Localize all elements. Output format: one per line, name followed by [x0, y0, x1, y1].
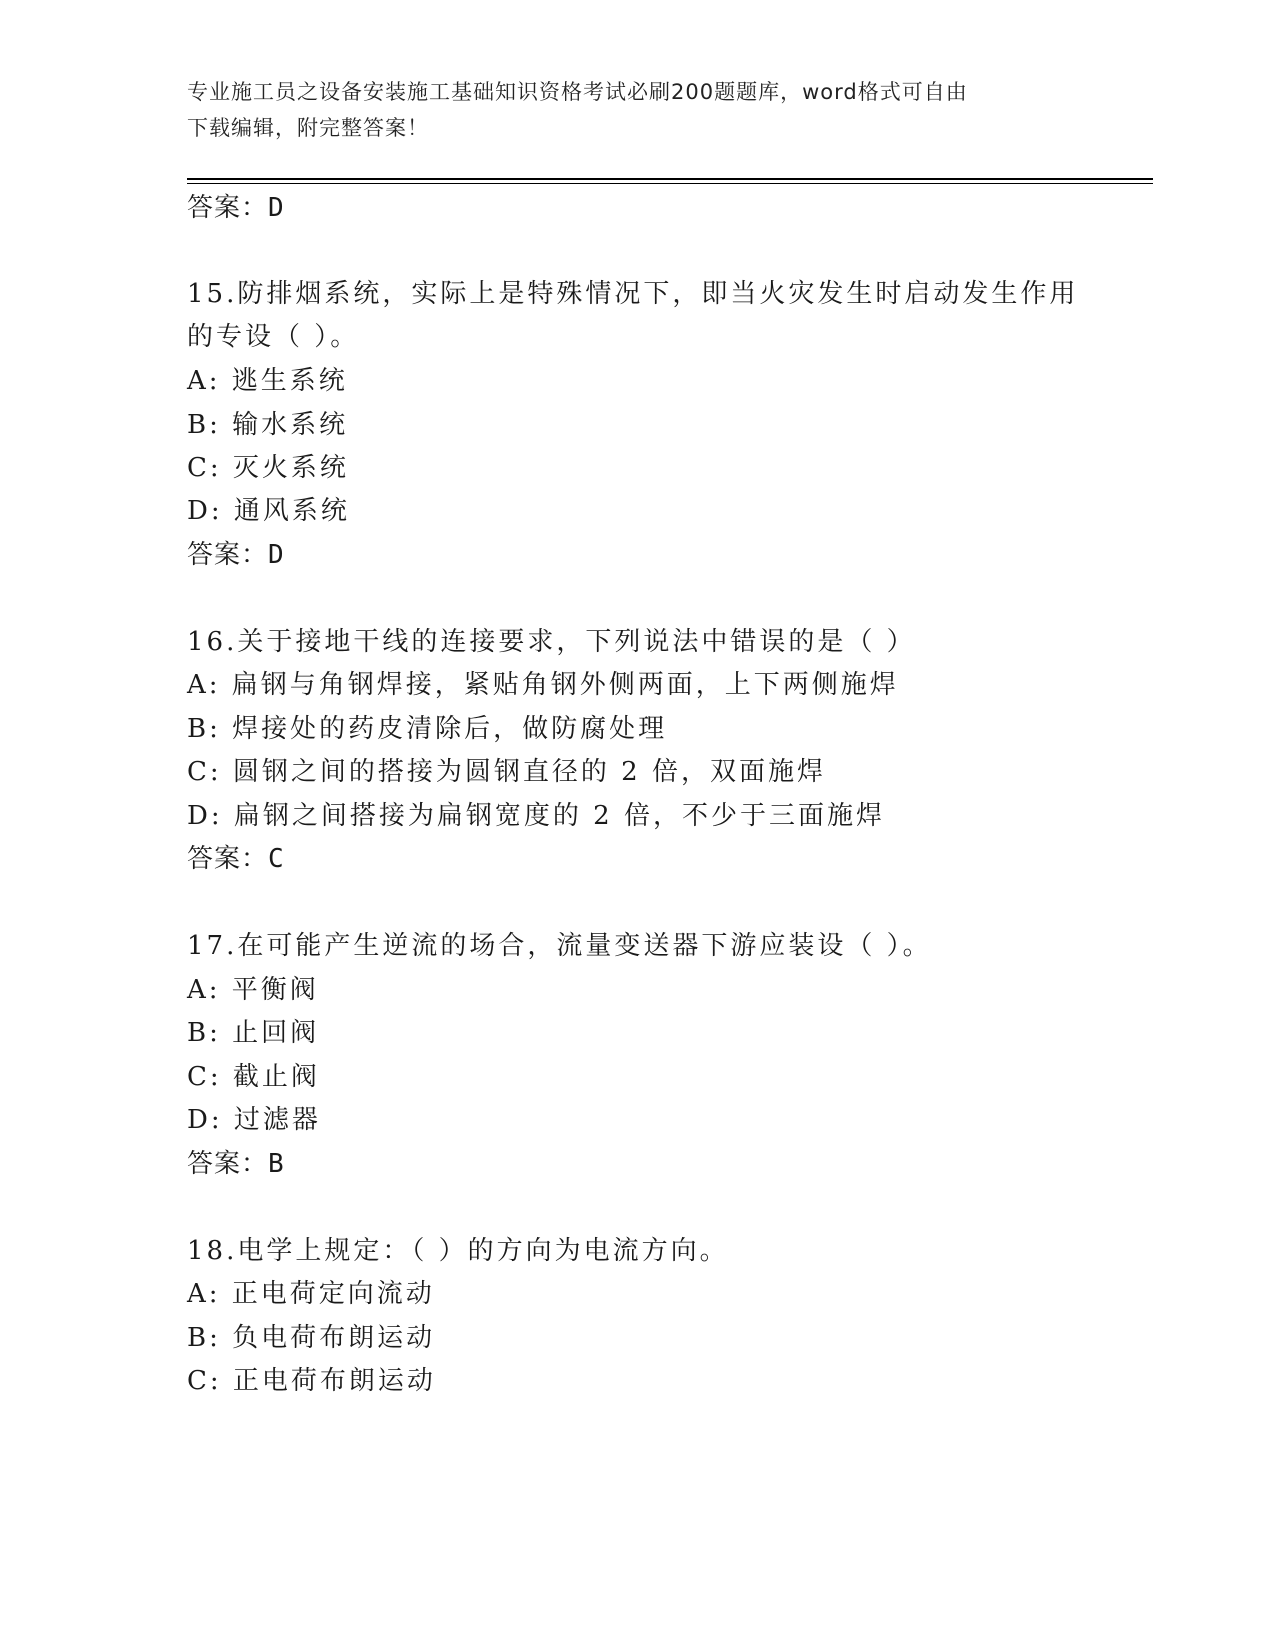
question-17-option-c: C: 截止阀 — [187, 1062, 320, 1092]
question-15-line-1: 15.防排烟系统，实际上是特殊情况下，即当火灾发生时启动发生作用 — [187, 279, 1079, 309]
question-15-option-b: B: 输水系统 — [187, 410, 349, 440]
header-divider-thin — [187, 183, 1153, 184]
question-17-option-d: D: 过滤器 — [187, 1105, 321, 1135]
question-15-line-2: 的专设（ ）。 — [187, 322, 360, 352]
question-15-option-d: D: 通风系统 — [187, 496, 350, 526]
question-16-option-a: A: 扁钢与角钢焊接，紧贴角钢外侧两面，上下两侧施焊 — [187, 670, 899, 700]
question-18-option-a: A: 正电荷定向流动 — [187, 1279, 435, 1309]
answer-14: 答案：D — [187, 193, 285, 223]
answer-17: 答案：B — [187, 1149, 285, 1179]
question-16-option-d: D: 扁钢之间搭接为扁钢宽度的 2 倍，不少于三面施焊 — [187, 801, 885, 831]
document-header — [187, 74, 1087, 146]
question-15-option-a: A: 逃生系统 — [187, 366, 348, 396]
header-line-2: 下载编辑，附完整答案！ — [187, 116, 429, 140]
header-line-1: 专业施工员之设备安装施工基础知识资格考试必刷200题题库，word格式可自由 — [187, 80, 968, 104]
question-15-option-c: C: 灭火系统 — [187, 453, 349, 483]
question-18-option-b: B: 负电荷布朗运动 — [187, 1323, 436, 1353]
question-16-option-b: B: 焊接处的药皮清除后，做防腐处理 — [187, 714, 668, 744]
answer-16: 答案：C — [187, 844, 285, 874]
header-divider-thick — [187, 178, 1153, 180]
question-17-option-a: A: 平衡阀 — [187, 975, 319, 1005]
question-16-line-1: 16.关于接地干线的连接要求，下列说法中错误的是（ ） — [187, 627, 916, 657]
question-18-option-c: C: 正电荷布朗运动 — [187, 1366, 436, 1396]
question-17-option-b: B: 止回阀 — [187, 1018, 320, 1048]
question-16-option-c: C: 圆钢之间的搭接为圆钢直径的 2 倍，双面施焊 — [187, 757, 826, 787]
question-17-line-1: 17.在可能产生逆流的场合，流量变送器下游应装设（ ）。 — [187, 931, 932, 961]
answer-15: 答案：D — [187, 540, 285, 570]
question-18-line-1: 18.电学上规定：（ ）的方向为电流方向。 — [187, 1236, 729, 1266]
